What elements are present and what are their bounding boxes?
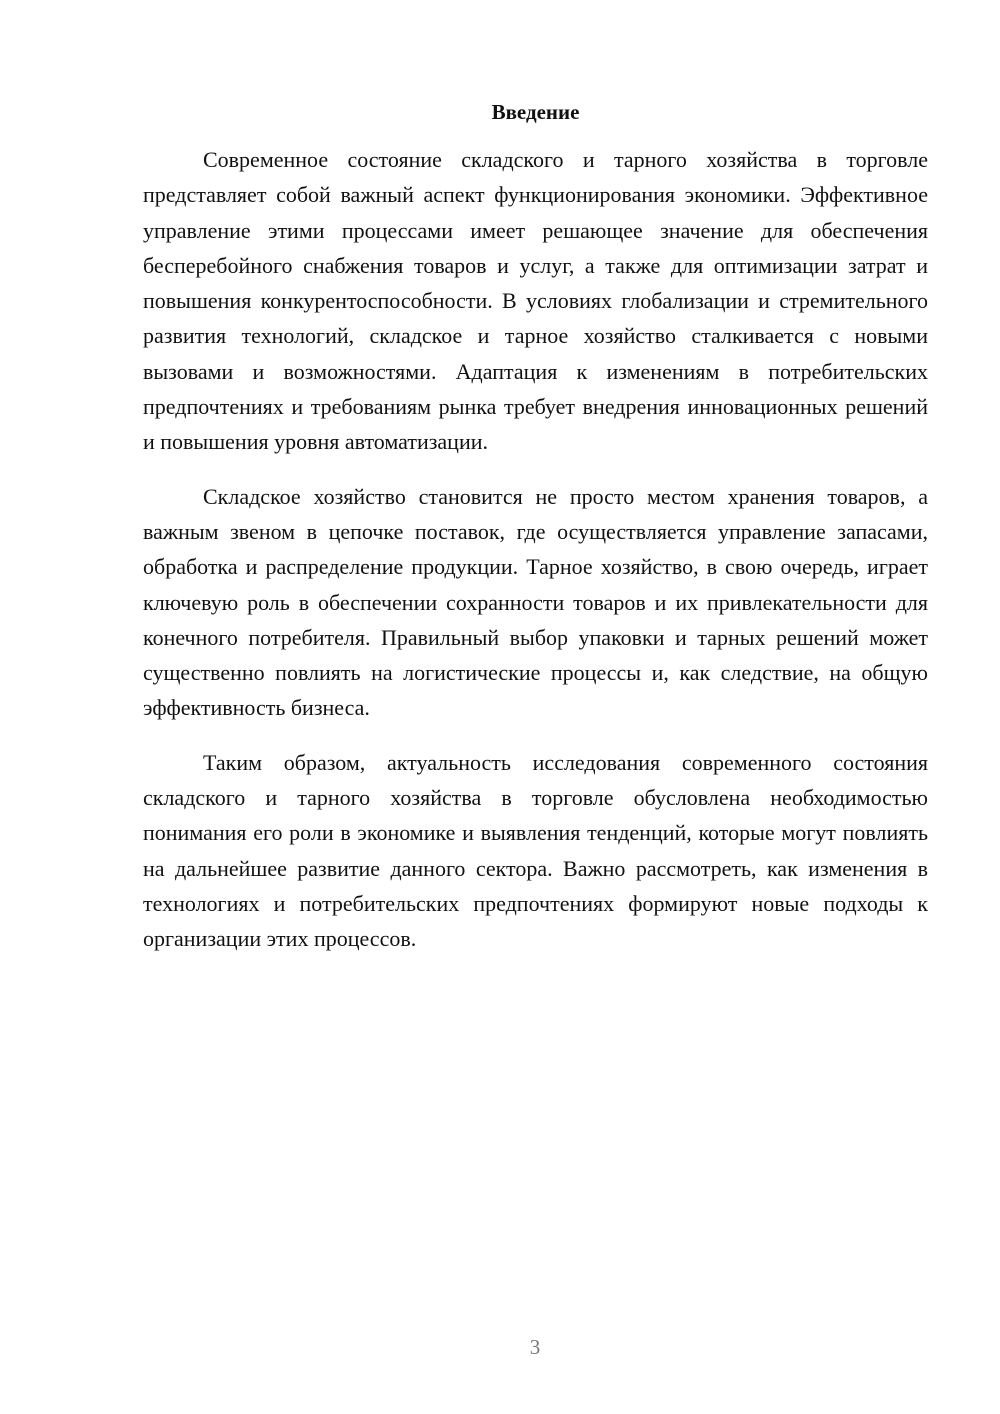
paragraph-3: Таким образом, актуальность исследования современного состояния складского и тарного хозяйства в торговле обусловлена необходимостью понимания его роли в экономике и выявления тенденций, которые могут повлиять на дальнейшее развитие данного сектора. Важно рассмотреть, как изменения в технологиях и потребительских предпочтениях формируют новые подходы к организации этих процессов. [143, 749, 928, 952]
body-text [143, 142, 928, 976]
paragraph-2: Складское хозяйство становится не просто местом хранения товаров, а важным звеном в цепочке поставок, где осуществляется управление запасами, обработка и распределение продукции. Тарное хозяйство, в свою очередь, играет ключевую роль в обеспечении сохранности товаров и их привлекательности для конечного потребителя. Правильный выбор упаковки и тарных решений может существенно повлиять на логистические процессы и, как следствие, на общую эффективность бизнеса. [143, 483, 928, 721]
page-number: 3 [529, 1335, 541, 1359]
paragraph-1: Современное состояние складского и тарного хозяйства в торговле представляет собой важный аспект функционирования экономики. Эффективное управление этими процессами имеет решающее значение для обеспечения бесперебойного снабжения товаров и услуг, а также для оптимизации затрат и повышения конкурентоспособности. В условиях глобализации и стремительного развития технологий, складское и тарное хозяйство сталкивается с новыми вызовами и возможностями. Адаптация к изменениям в потребительских предпочтениях и требованиям рынка требует внедрения инновационных решений и повышения уровня автоматизации. [143, 147, 928, 455]
section-title: Введение [491, 100, 580, 124]
